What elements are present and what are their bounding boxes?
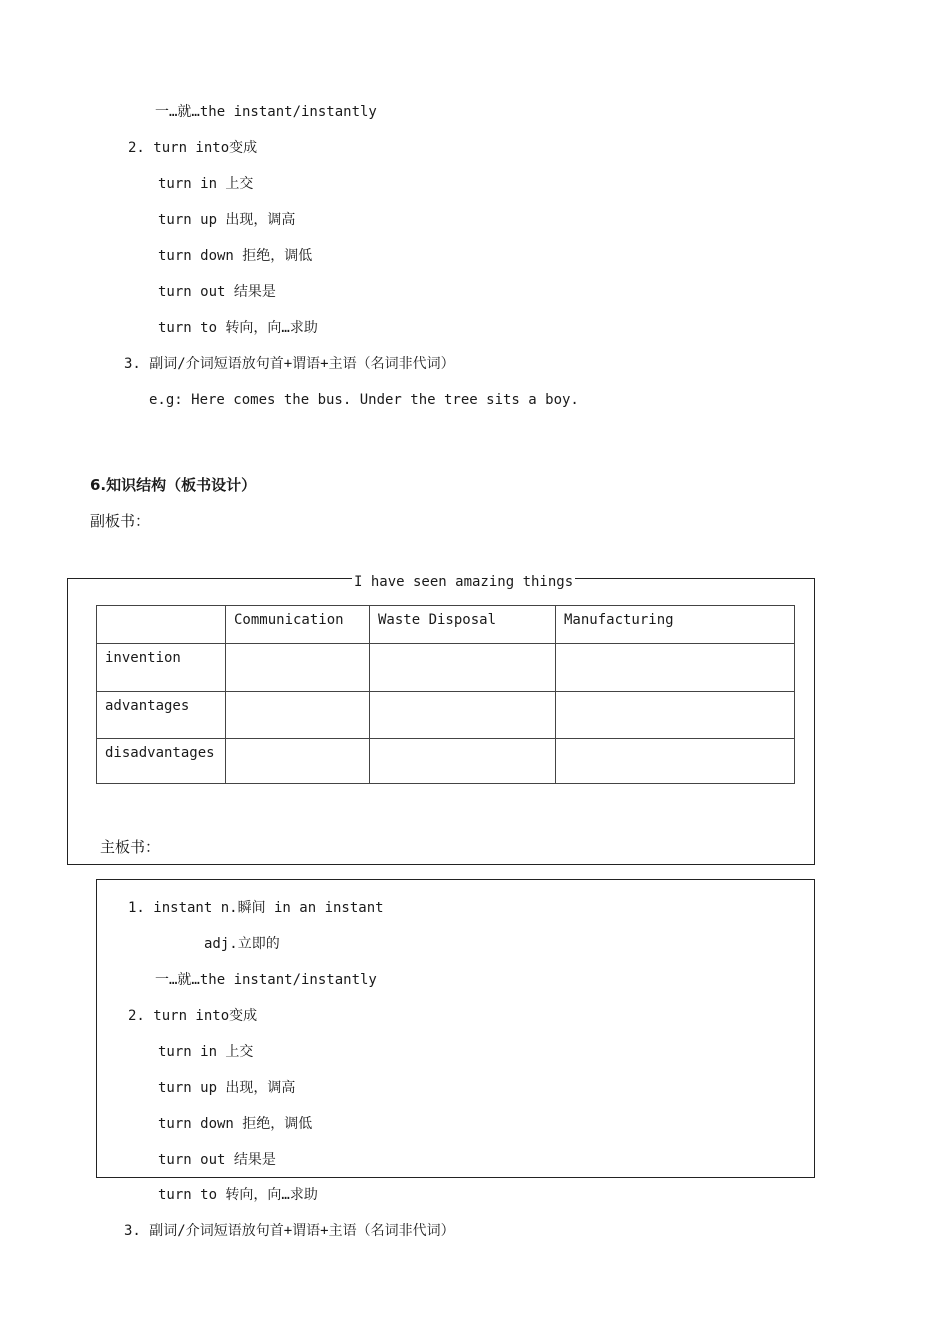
table-header-row [97, 606, 795, 644]
main-line-6: turn up 出现，调高 [158, 1080, 296, 1096]
sub-board-label: 副板书： [90, 512, 151, 530]
table-cell: disadvantages [97, 739, 226, 784]
table-cell: advantages [97, 692, 226, 739]
main-line-3: 一…就…the instant/instantly [155, 972, 377, 988]
table-row [97, 692, 795, 739]
top-line-4: turn up 出现，调高 [158, 212, 296, 228]
section-heading: 6.知识结构（板书设计） [90, 476, 257, 494]
table-cell [370, 644, 556, 692]
table-header-cell [97, 606, 226, 644]
main-board-label: 主板书： [100, 838, 161, 856]
main-line-4: 2. turn into变成 [128, 1008, 258, 1024]
top-example-line: e.g: Here comes the bus. Under the tree sits a boy. [149, 392, 579, 408]
table-cell [556, 644, 795, 692]
top-line-1: 一…就…the instant/instantly [155, 104, 377, 120]
main-line-8: turn out 结果是 [158, 1152, 276, 1168]
top-line-6: turn out 结果是 [158, 284, 276, 300]
main-line-1: 1. instant n.瞬间 in an instant [128, 900, 384, 916]
sub-board-title: I have seen amazing things [354, 574, 574, 590]
top-line-2: 2. turn into变成 [128, 140, 258, 156]
table-header-cell: Waste Disposal [370, 606, 556, 644]
sub-board-table [96, 605, 795, 784]
top-line-8: 3. 副词/介词短语放句首+谓语+主语（名词非代词） [124, 356, 455, 372]
after-line-2: 3. 副词/介词短语放句首+谓语+主语（名词非代词） [124, 1223, 455, 1239]
table-header-cell: Manufacturing [556, 606, 795, 644]
table-cell [226, 692, 370, 739]
main-line-5: turn in 上交 [158, 1044, 254, 1060]
table-cell [370, 739, 556, 784]
top-line-7: turn to 转向，向…求助 [158, 320, 318, 336]
top-line-5: turn down 拒绝，调低 [158, 248, 313, 264]
after-line-1: turn to 转向，向…求助 [158, 1187, 318, 1203]
main-line-2: adj.立即的 [204, 936, 280, 952]
table-cell [226, 739, 370, 784]
table-row [97, 644, 795, 692]
main-board-box [96, 879, 815, 1178]
table-header-cell: Communication [226, 606, 370, 644]
main-line-7: turn down 拒绝，调低 [158, 1116, 313, 1132]
table-cell [556, 739, 795, 784]
table-cell [226, 644, 370, 692]
table-row [97, 739, 795, 784]
table-cell [556, 692, 795, 739]
top-line-3: turn in 上交 [158, 176, 254, 192]
table-cell: invention [97, 644, 226, 692]
table-cell [370, 692, 556, 739]
